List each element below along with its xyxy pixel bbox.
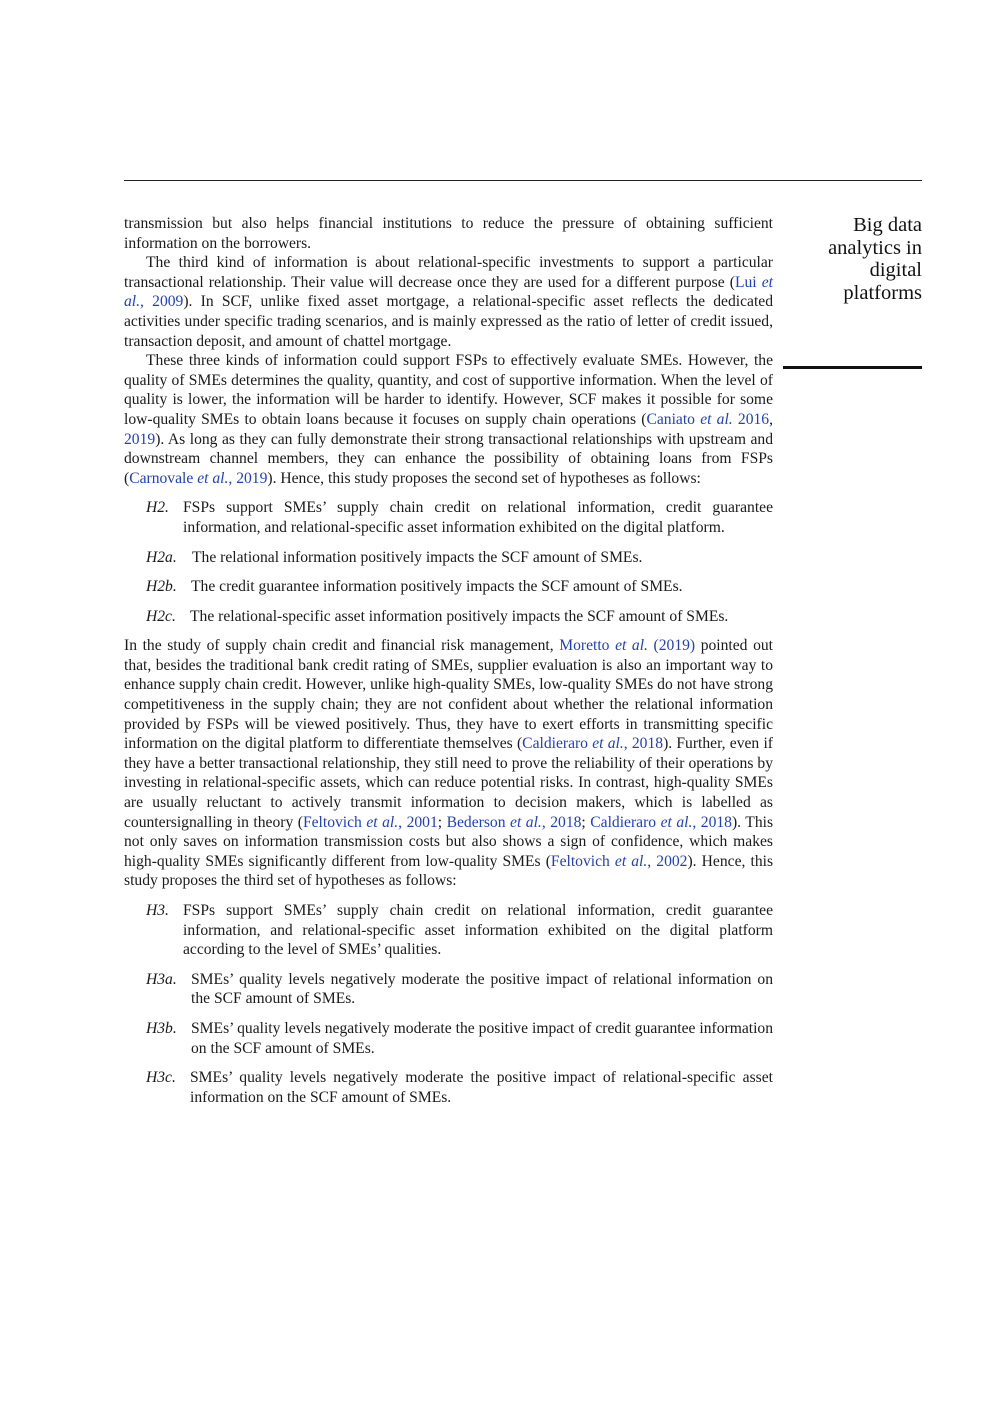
running-head-line: Big data [853, 214, 922, 236]
citation-feltovich-2001[interactable]: Feltovich et al., 2001 [302, 813, 438, 831]
citation-caniato-2016[interactable]: Caniato et al. 2016 [646, 410, 770, 428]
hypothesis-h2b [124, 577, 773, 597]
hypothesis-h3a [124, 970, 773, 1009]
hypothesis-h2c [124, 607, 773, 627]
hypothesis-text: SMEs’ quality levels negatively moderate the positive impact of credit guarantee information on the SCF amount of SMEs. [191, 1019, 773, 1057]
header-rule [124, 180, 922, 181]
hypothesis-h2 [124, 498, 773, 537]
citation-lui-2009[interactable]: Lui et al., 2009 [124, 273, 773, 311]
citation-caniato-2019[interactable]: 2019 [124, 430, 156, 448]
hypothesis-text: FSPs support SMEs’ supply chain credit on relational information, credit guarantee information, and relational-specific asset information exhibited on the digital platform according to the level of SMEs’ qualities. [183, 902, 773, 959]
hypothesis-text: The credit guarantee information positively impacts the SCF amount of SMEs. [191, 578, 683, 596]
citation-caldieraro-2018-b[interactable]: Caldieraro et al., 2018 [590, 813, 732, 831]
hypothesis-h3c [124, 1068, 773, 1107]
paragraph-continuation: transmission but also helps financial institutions to reduce the pressure of obtaining sufficient information on the borrowers. [124, 215, 773, 252]
citation-feltovich-2002[interactable]: Feltovich et al., 2002 [550, 852, 688, 870]
hypothesis-label: H2c. [146, 607, 176, 625]
citation-caldieraro-2018[interactable]: Caldieraro et al., 2018 [522, 735, 664, 753]
paragraph-relational-specific: The third kind of information is about relational-specific investments to support a particular transactional relationship. Their value will decrease once they are used for a different purpose (Lui et al., 2009). In SCF, unlike fixed asset mortgage, a relational-specific asset reflects the dedicated activities under specific trading scenarios, and is mainly expressed as the ratio of letter of credit issued, transaction deposit, and amount of chattel mortgage. [124, 254, 774, 350]
running-head-line: analytics in [828, 236, 922, 259]
hypothesis-text: SMEs’ quality levels negatively moderate the positive impact of relational information on the SCF amount of SMEs. [191, 970, 773, 1008]
hypothesis-h3b [124, 1019, 773, 1058]
hypothesis-label: H2a. [146, 548, 177, 566]
hypothesis-label: H3b. [146, 1019, 177, 1037]
hypothesis-label: H3c. [146, 1069, 176, 1087]
running-head-rule [783, 366, 922, 369]
hypothesis-label: H3a. [146, 970, 177, 988]
running-head-line: platforms [843, 281, 922, 304]
body-text [124, 214, 773, 1107]
hypothesis-text: FSPs support SMEs’ supply chain credit on relational information, credit guarantee information, and relational-specific asset information exhibited on the digital platform. [183, 499, 773, 536]
hypothesis-text: The relational information positively impacts the SCF amount of SMEs. [192, 548, 643, 566]
hypothesis-label: H2. [146, 499, 169, 517]
citation-carnovale-2019[interactable]: Carnovale et al., 2019 [129, 469, 268, 487]
running-head-line: digital [869, 259, 922, 281]
hypothesis-text: The relational-specific asset information positively impacts the SCF amount of SMEs. [190, 607, 729, 625]
citation-bederson-2018[interactable]: Bederson et al., 2018 [446, 813, 582, 831]
hypothesis-label: H2b. [146, 578, 177, 596]
citation-moretto-2019[interactable]: Moretto et al. (2019) [559, 637, 696, 655]
paragraph-three-kinds: These three kinds of information could support FSPs to effectively evaluate SMEs. However, the quality of SMEs determines the quality, quantity, and cost of supportive information. When the level of quality is lower, the information will be harder to identify. However, SCF makes it possible for some low-quality SMEs to obtain loans because it focuses on supply chain operations (Caniato et al. 2016, 2019). As long as they can fully demonstrate their strong transactional relationships with upstream and downstream channel members, they can enhance the possibility of obtaining loans from FSPs (Carnovale et al., 2019). Hence, this study proposes the second set of hypotheses as follows: [124, 352, 773, 487]
hypothesis-label: H3. [146, 902, 169, 919]
hypothesis-h3 [124, 901, 773, 960]
paragraph-supply-chain-credit: In the study of supply chain credit and financial risk management, Moretto et al. (2019) pointed out that, besides the traditional bank credit rating of SMEs, supplier evaluation is also an important way to enhance supply chain credit. However, unlike high-quality SMEs, low-quality SMEs do not have strong competitiveness in the supply chain; they are not confident about whether the relational information provided by FSPs will be viewed positively. Thus, they have to exert efforts in transmitting specific information on the digital platform to differentiate themselves (Caldieraro et al., 2018). Further, even if they have a better transactional relationship, they still need to prove the reliability of their operations by investing in relational-specific assets, which can reduce potential risks. In contrast, high-quality SMEs are usually reluctant to actively transmit information to decision makers, which is labelled as countersignalling in theory (Feltovich et al., 2001; Bederson et al., 2018; Caldieraro et al., 2018). This not only saves on information transmission costs but also shows a sign of confidence, which makes high-quality SMEs significantly different from low-quality SMEs (Feltovich et al., 2002). Hence, this study proposes the third set of hypotheses as follows: [124, 637, 774, 890]
hypothesis-text: SMEs’ quality levels negatively moderate the positive impact of relational-specific asset information on the SCF amount of SMEs. [190, 1069, 773, 1106]
hypothesis-h2a [124, 548, 773, 568]
running-head [790, 214, 922, 304]
